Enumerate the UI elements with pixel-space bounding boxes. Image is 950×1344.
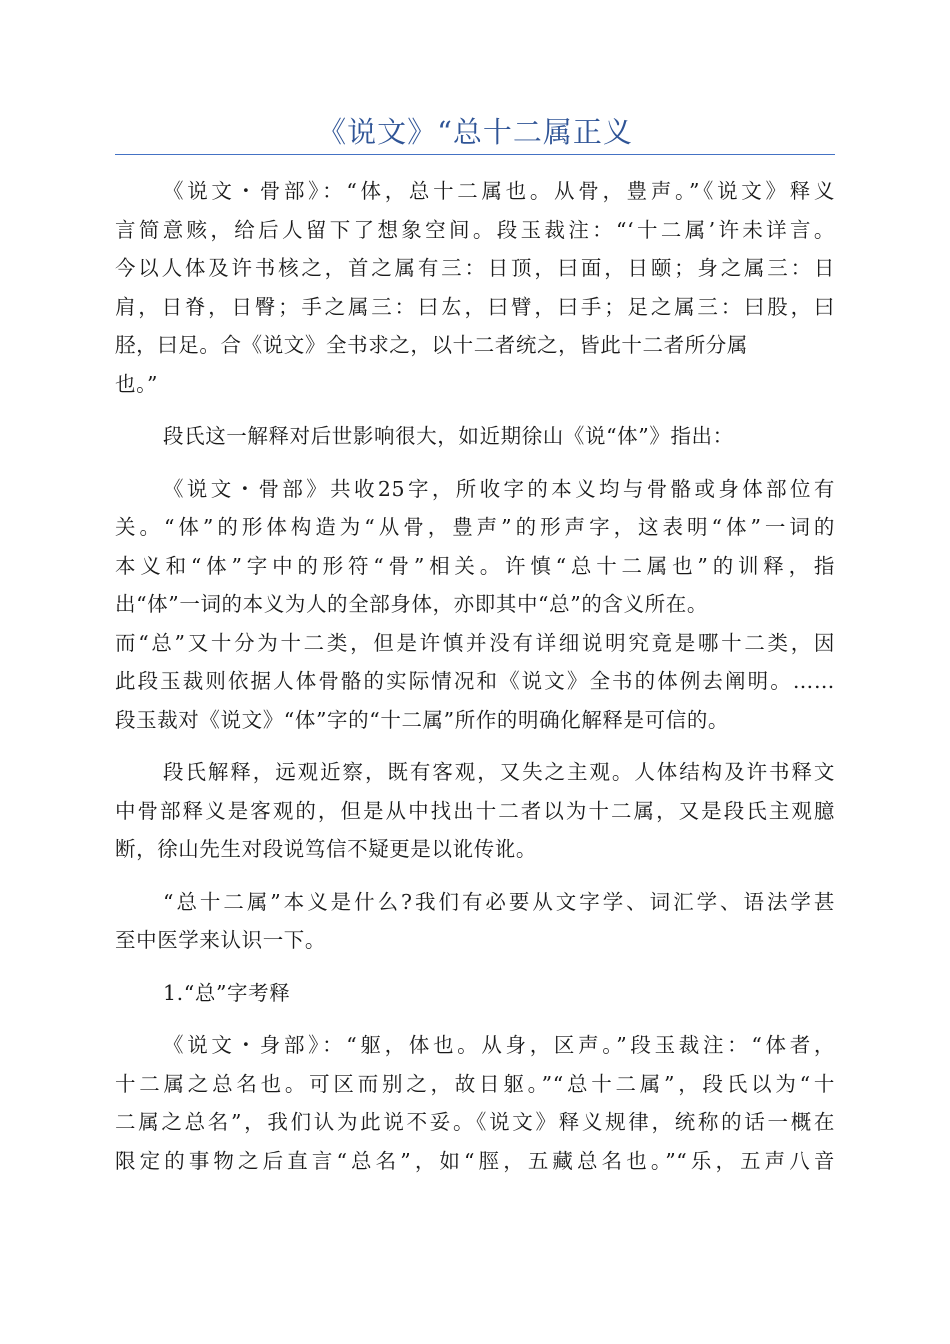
document-body bbox=[115, 172, 835, 1180]
paragraph-line: 《说文・骨部》：“体，总十二属也。从骨，豊声。”《说文》释义 bbox=[163, 179, 835, 203]
paragraph-2 bbox=[115, 417, 835, 456]
section-heading-text: 1.“总”字考释 bbox=[163, 980, 291, 1005]
paragraph-line: 段玉裁对《说文》“体”字的“十二属”所作的明确化解释是可信的。 bbox=[115, 707, 730, 732]
paragraph-line: 中骨部释义是客观的，但是从中找出十二者以为十二属，又是段氏主观臆 bbox=[115, 798, 835, 823]
paragraph-line: 言简意赅，给后人留下了想象空间。段玉裁注：“‘十二属’许未详言。 bbox=[115, 217, 835, 242]
paragraph-line: 关。“体”的形体构造为“从骨，豊声”的形声字，这表明“体”一词的 bbox=[115, 515, 835, 539]
quoted-paragraph bbox=[115, 470, 835, 740]
paragraph-line: 《说文・骨部》共收25字，所收字的本义均与骨骼或身体部位有 bbox=[163, 476, 835, 501]
title-underline bbox=[115, 154, 835, 155]
paragraph-line: 出“体”一词的本义为人的全部身体，亦即其中“总”的含义所在。 bbox=[115, 592, 708, 616]
paragraph-line: 至中医学来认识一下。 bbox=[115, 928, 326, 952]
paragraph-line: 肩，日脊，日臀；手之属三：曰厷，曰臂，曰手；足之属三：曰股，曰 bbox=[115, 294, 835, 319]
paragraph-5 bbox=[115, 883, 835, 960]
document-title: 《说文》“总十二属正义 bbox=[317, 115, 633, 149]
paragraph-line: 《说文・身部》：“躯，体也。从身，区声。”段玉裁注：“体者， bbox=[163, 1033, 835, 1057]
paragraph-4 bbox=[115, 753, 835, 869]
paragraph-line: 而“总”又十分为十二类，但是许慎并没有详细说明究竟是哪十二类，因 bbox=[115, 630, 835, 655]
paragraph-line: 段氏这一解释对后世影响很大，如近期徐山《说“体”》指出： bbox=[163, 424, 734, 448]
paragraph-line: 十二属之总名也。可区而别之，故日躯。”“总十二属”，段氏以为“十 bbox=[115, 1071, 835, 1096]
paragraph-line: 今以人体及许书核之，首之属有三：日顶，曰面，日颐；身之属三：日 bbox=[115, 256, 835, 280]
paragraph-line: 也。” bbox=[115, 371, 159, 396]
paragraph-7 bbox=[115, 1026, 835, 1180]
paragraph-1 bbox=[115, 172, 835, 403]
paragraph-line: 断，徐山先生对段说笃信不疑更是以讹传讹。 bbox=[115, 837, 537, 861]
paragraph-line: 段氏解释，远观近察，既有客观，又失之主观。人体结构及许书释文 bbox=[163, 760, 835, 784]
paragraph-line: 限定的事物之后直言“总名”，如“脛，五藏总名也。”“乐，五声八音 bbox=[115, 1148, 835, 1173]
paragraph-line: 此段玉裁则依据人体骨骼的实际情况和《说文》全书的体例去阐明。…… bbox=[115, 669, 835, 693]
section-heading bbox=[115, 974, 835, 1013]
paragraph-line: 二属之总名”，我们认为此说不妥。《说文》释义规律，统称的话一概在 bbox=[115, 1110, 835, 1134]
paragraph-line: “总十二属”本义是什么?我们有必要从文字学、词汇学、语法学甚 bbox=[163, 889, 835, 914]
paragraph-line: 本义和“体”字中的形符“骨”相关。许慎“总十二属也”的训释，指 bbox=[115, 553, 835, 578]
paragraph-line: 胫，曰足。合《说文》全书求之，以十二者统之，皆此十二者所分属 bbox=[115, 333, 748, 357]
